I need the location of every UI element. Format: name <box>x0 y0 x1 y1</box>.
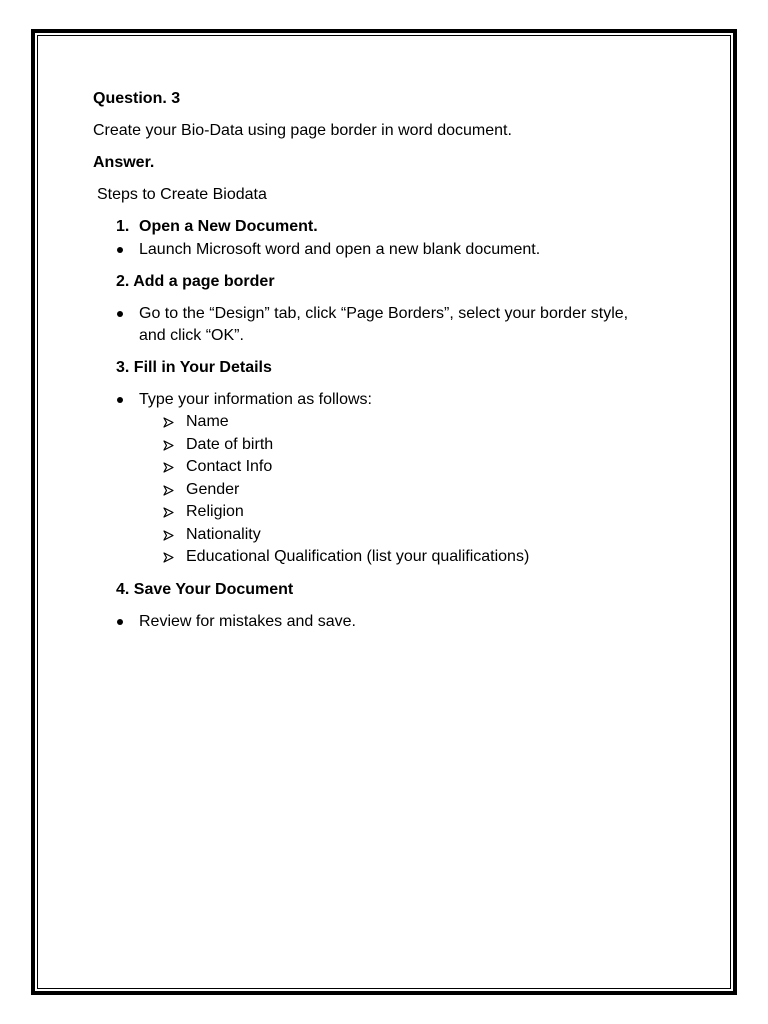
arrow-bullet-icon <box>163 411 186 434</box>
sub-item-text: Contact Info <box>186 458 273 475</box>
arrow-bullet-icon <box>163 456 186 479</box>
step-1-heading-text: Open a New Document. <box>139 218 318 235</box>
arrow-bullet-icon <box>163 501 186 524</box>
arrow-bullet-icon <box>163 479 186 502</box>
sub-item-text: Educational Qualification (list your qualifications) <box>186 548 530 565</box>
question-text: Create your Bio-Data using page border in word document. <box>93 122 512 139</box>
step-4-heading: 4. Save Your Document <box>116 580 294 598</box>
step-2-bullet <box>116 303 673 347</box>
step-1-heading <box>116 216 673 238</box>
step-3-bullet <box>116 389 673 411</box>
document-body <box>93 88 673 643</box>
bullet-icon <box>116 611 139 633</box>
step-4-bullet-text: Review for mistakes and save. <box>139 612 356 630</box>
list-item <box>163 501 673 524</box>
list-item <box>163 434 673 457</box>
list-item <box>163 546 673 569</box>
question-label: Question. 3 <box>93 90 181 107</box>
list-item <box>163 411 673 434</box>
step-2-heading: 2. Add a page border <box>116 273 275 290</box>
step-2-bullet-text: Go to the “Design” tab, click “Page Borders”, select your border style, and click “OK”. <box>139 305 629 344</box>
bullet-icon <box>116 303 139 347</box>
bullet-icon <box>116 239 139 261</box>
list-item <box>163 456 673 479</box>
step-3-heading: 3. Fill in Your Details <box>116 359 272 376</box>
list-item <box>163 524 673 547</box>
step-3-bullet-text: Type your information as follows: <box>139 391 372 408</box>
arrow-bullet-icon <box>163 546 186 569</box>
answer-label: Answer. <box>93 154 155 171</box>
steps-title: Steps to Create Biodata <box>97 186 267 203</box>
step-4-bullet <box>116 611 673 633</box>
bullet-icon <box>116 389 139 411</box>
arrow-bullet-icon <box>163 524 186 547</box>
sub-item-text: Religion <box>186 503 244 520</box>
arrow-bullet-icon <box>163 434 186 457</box>
details-sub-list <box>163 411 673 569</box>
sub-item-text: Date of birth <box>186 435 274 453</box>
list-item <box>163 479 673 502</box>
sub-item-text: Name <box>186 413 229 430</box>
step-1-bullet <box>116 239 673 261</box>
step-1-bullet-text: Launch Microsoft word and open a new blank document. <box>139 241 541 258</box>
sub-item-text: Gender <box>186 480 240 498</box>
step-1-number: 1. <box>116 218 130 235</box>
sub-item-text: Nationality <box>186 525 261 543</box>
